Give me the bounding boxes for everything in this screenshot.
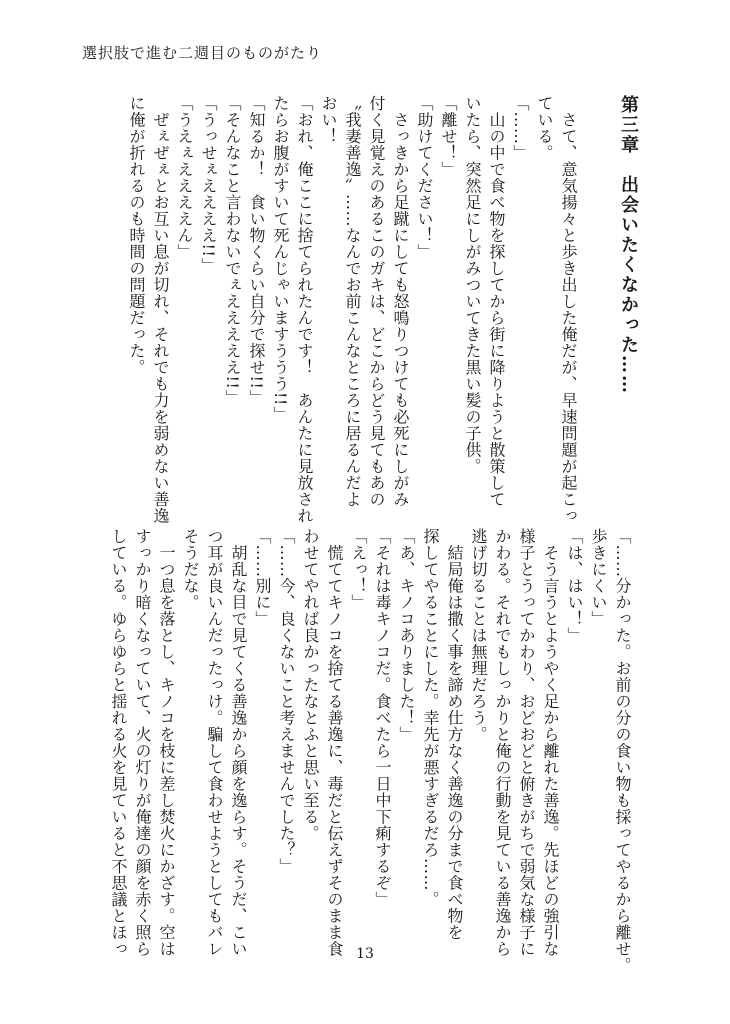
top-lines-container	[124, 95, 580, 524]
text-line: 「離せ！」	[439, 95, 458, 178]
text-line: ぜぇぜぇとお互い息が切れ、それでも力を弱めない善逸	[151, 95, 170, 524]
text-line: 付く見覚えのあるこのガキは、どこからどう見てもあの	[367, 95, 386, 508]
text-line: 結局俺は撒く事を諦め仕方なく善逸の分まで食べ物を	[445, 528, 464, 941]
text-line: 「あ、キノコありました！」	[397, 528, 416, 743]
text-line: そう言うとようやく足から離れた善逸。先ほどの強引な	[541, 528, 560, 957]
text-line: おい！	[319, 95, 338, 145]
text-line: たらお腹がすいて死んじゃいますううう!!」	[271, 95, 290, 423]
text-line: いたら、突然足にしがみついてきた黒い髪の子供。	[463, 95, 482, 475]
text-line: 「それは毒キノコだ。食べたら一日中下痢するぞ」	[373, 528, 392, 908]
text-line: 「おれ、俺ここに捨てられたんです！ あんたに見放され	[295, 95, 314, 524]
text-line: 様子とうってかわり、おどおどと俯きがちで弱気な様子に	[517, 528, 536, 957]
running-header: 選択肢で進む二週目のものがたり	[82, 44, 323, 62]
text-line: ている。	[535, 95, 554, 161]
text-line: 「……別に」	[253, 528, 272, 627]
text-line: 〝我妻善逸〟……なんでお前こんなところに居るんだよ	[343, 95, 362, 508]
text-line: わせてやれば良かったなとふと思い至る。	[301, 528, 320, 842]
text-line: 「……今、良くないこと考えませんでした？」	[277, 528, 296, 875]
text-line: つ耳が良いんだったっけ。騙して食わせようとしてもバレ	[205, 528, 224, 957]
text-line: 慌ててキノコを捨てる善逸に、毒だと伝えずそのまま食	[325, 528, 344, 957]
text-line: に俺が折れるのも時間の問題だった。	[127, 95, 146, 376]
text-line: 「うえぇええええん」	[175, 95, 194, 260]
text-line: 「助けてください！」	[415, 95, 434, 260]
text-line: 「知るか！ 食い物くらい自分で探せ!!」	[247, 95, 266, 406]
page-number: 13	[356, 946, 374, 962]
text-line: 胡乱な目で見てくる善逸から顔を逸らす。そうだ、こい	[229, 528, 248, 957]
text-line: 「……」	[511, 95, 530, 161]
text-line: 「……分かった。お前の分の食い物も採ってやるから離せ。	[613, 528, 632, 974]
text-line: すっかり暗くなっていて、火の灯りが俺達の顔を赤く照ら	[133, 528, 152, 957]
text-line: かわる。それでもしっかりと俺の行動を見ている善逸から	[493, 528, 512, 957]
text-line: 逃げ切ることは無理だろう。	[469, 528, 488, 743]
text-block-top	[120, 95, 640, 524]
text-line: している。ゆらゆらと揺れる火を見ていると不思議とほっ	[109, 528, 128, 957]
text-line: さて、意気揚々と歩き出した俺だが、早速問題が起こっ	[559, 95, 578, 524]
text-line: さっきから足蹴にしても怒鳴りつけても必死にしがみ	[391, 95, 410, 508]
text-line: 「うっせぇええええ!!」	[199, 95, 218, 274]
text-line: 「えっ！」	[349, 528, 368, 611]
text-line: 一つ息を落とし、キノコを枝に差し焚火にかざす。空は	[157, 528, 176, 957]
text-line: 「そんなこと言わないでぇえええええ!!」	[223, 95, 242, 406]
text-line: 歩きにくい」	[589, 528, 608, 627]
chapter-title: 第三章 出会いたくなかった……	[618, 95, 639, 395]
text-line: 「は、はい！」	[565, 528, 584, 644]
text-line: 探してやることにした。幸先が悪すぎるだろ……。	[421, 528, 440, 908]
text-line: 山の中で食べ物を探してから街に降りようと散策して	[487, 95, 506, 508]
text-line: そうだな。	[181, 528, 200, 611]
